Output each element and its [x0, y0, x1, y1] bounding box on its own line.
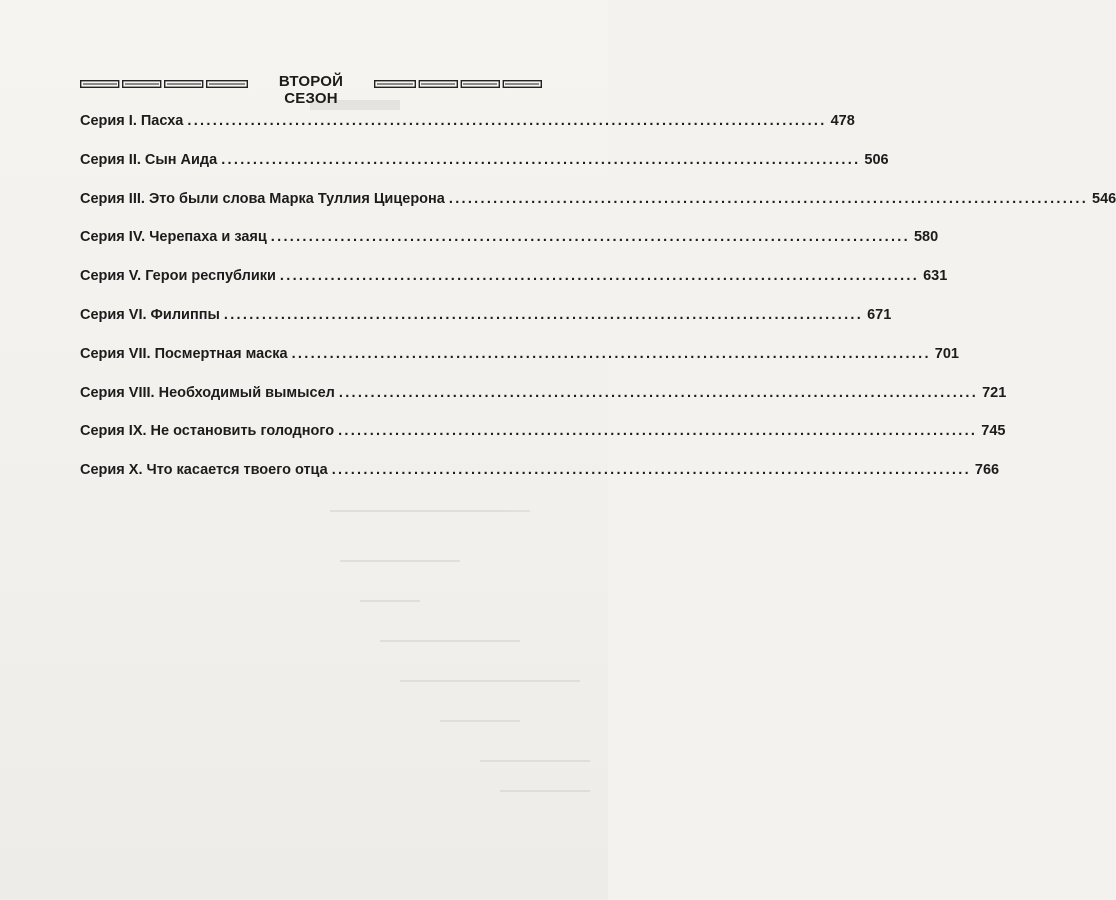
ornament-right-icon [374, 80, 542, 88]
dot-leader: ..................................................................................................... [291, 345, 931, 362]
table-of-contents [80, 113, 1116, 501]
toc-entry-title: Серия II. Сын Аида [80, 151, 218, 168]
toc-entry[interactable] [80, 229, 939, 268]
toc-entry-title: Серия I. Пасха [80, 113, 184, 129]
toc-entry[interactable] [80, 345, 959, 385]
toc-entry-page: 766 [974, 462, 1000, 479]
toc-entry[interactable] [80, 190, 1116, 230]
toc-entry[interactable] [80, 306, 892, 346]
dot-leader: ..................................................................................................... [223, 306, 864, 323]
toc-entry[interactable] [80, 423, 1006, 462]
toc-entry-page: 580 [913, 229, 939, 246]
section-title: ВТОРОЙ СЕЗОН [278, 73, 344, 107]
toc-entry-title: Серия X. Что касается твоего отца [80, 462, 328, 479]
section-header [80, 70, 542, 107]
toc-entry-page: 745 [981, 423, 1006, 440]
toc-entry-title: Серия IV. Черепаха и заяц [80, 229, 267, 246]
dot-leader: ..................................................................................................... [270, 229, 910, 246]
toc-entry-page: 506 [864, 151, 889, 168]
toc-entry-page: 546 [1092, 190, 1116, 207]
toc-entry[interactable] [80, 151, 889, 191]
toc-entry[interactable] [80, 268, 948, 307]
dot-leader: ..................................................................................................... [338, 384, 979, 401]
dot-leader: ..................................................................................................... [187, 113, 827, 129]
toc-entry-page: 721 [982, 384, 1007, 401]
toc-entry[interactable] [80, 113, 855, 152]
toc-entry-title: Серия VI. Филиппы [80, 306, 220, 323]
toc-entry-title: Серия IX. Не остановить голодного [80, 423, 335, 440]
ornament-left-icon [80, 80, 248, 88]
dot-leader: ..................................................................................................... [448, 190, 1089, 207]
dot-leader: ..................................................................................................... [331, 462, 971, 479]
toc-entry[interactable] [80, 462, 1000, 501]
toc-entry-title: Серия VIII. Необходимый вымысел [80, 384, 335, 401]
toc-entry-page: 631 [923, 268, 948, 285]
toc-entry-page: 671 [867, 306, 892, 323]
dot-leader: ..................................................................................................... [279, 268, 920, 285]
toc-entry-title: Серия V. Герои республики [80, 268, 276, 285]
toc-entry[interactable] [80, 384, 1007, 424]
toc-entry-page: 478 [830, 113, 855, 129]
dot-leader: ..................................................................................................... [338, 423, 978, 440]
toc-entry-title: Серия VII. Посмертная маска [80, 345, 288, 362]
toc-entry-page: 701 [934, 345, 959, 362]
toc-entry-title: Серия III. Это были слова Марка Туллия Цицерона [80, 190, 445, 207]
dot-leader: ..................................................................................................... [221, 151, 861, 168]
